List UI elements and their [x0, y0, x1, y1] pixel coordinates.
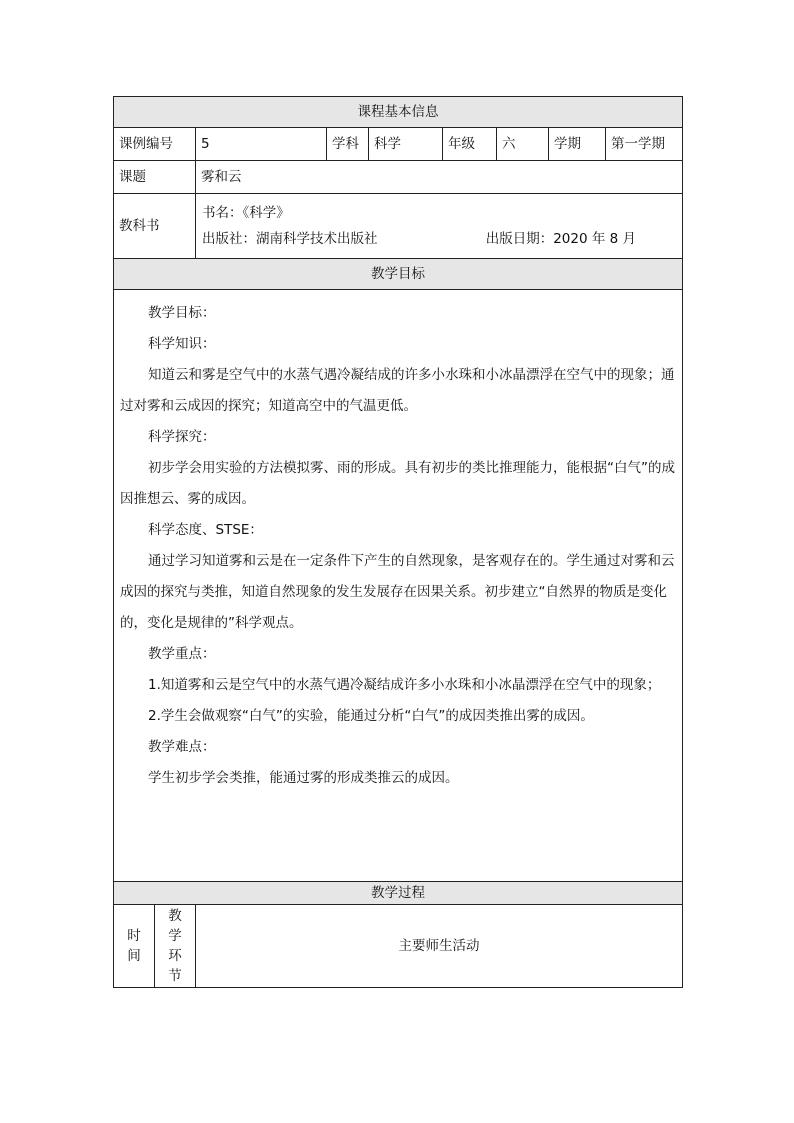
textbook-info: [196, 194, 683, 259]
inquiry-text: 初步学会用实验的方法模拟雾、雨的形成。具有初步的类比推理能力，能根据“白气”的成因推想云、雾的成因。: [120, 460, 675, 507]
basic-info-header: 课程基本信息: [114, 97, 683, 128]
attitude-title: 科学态度、STSE：: [148, 522, 263, 538]
process-col-time: 时间: [114, 905, 155, 988]
publisher: 出版社：湖南科学技术出版社: [202, 231, 378, 247]
book-name: 书名：《科学》: [202, 205, 290, 221]
subject-label: 学科: [327, 128, 369, 161]
key-points-title: 教学重点：: [148, 646, 216, 662]
lesson-no-label: 课例编号: [114, 128, 196, 161]
knowledge-text: 知道云和雾是空气中的水蒸气遇冷凝结成的许多小水珠和小冰晶漂浮在空气中的现象；通过对雾和云成因的探究；知道高空中的气温更低。: [120, 367, 675, 414]
difficulty-text: 学生初步学会类推，能通过雾的形成类推云的成因。: [148, 770, 459, 786]
objectives-content: [114, 290, 683, 882]
attitude-text: 通过学习知道雾和云是在一定条件下产生的自然现象，是客观存在的。学生通过对雾和云成因的探究与类推，知道自然现象的发生发展存在因果关系。初步建立“自然界的物质是变化的，变化是规律的”科学观点。: [120, 553, 675, 631]
term-label: 学期: [549, 128, 606, 161]
term-value: 第一学期: [606, 128, 683, 161]
lesson-plan-table: [113, 96, 683, 988]
topic-label: 课题: [114, 161, 196, 194]
process-col-stage: 教学环节: [155, 905, 196, 988]
key-point-2: 2.学生会做观察“白气”的实验，能通过分析“白气”的成因类推出雾的成因。: [148, 708, 594, 724]
process-header: 教学过程: [114, 882, 683, 905]
knowledge-title: 科学知识：: [148, 336, 216, 352]
lesson-no-value: 5: [196, 128, 327, 161]
grade-label: 年级: [443, 128, 497, 161]
inquiry-title: 科学探究：: [148, 429, 216, 445]
subject-value: 科学: [369, 128, 443, 161]
objectives-intro: 教学目标：: [148, 305, 216, 321]
publication-date: 出版日期：2020 年 8 月: [485, 231, 637, 247]
objectives-header: 教学目标: [114, 259, 683, 290]
topic-value: 雾和云: [196, 161, 683, 194]
grade-value: 六: [497, 128, 549, 161]
key-point-1: 1.知道雾和云是空气中的水蒸气遇冷凝结成许多小水珠和小冰晶漂浮在空气中的现象；: [148, 677, 661, 693]
difficulty-title: 教学难点：: [148, 739, 216, 755]
process-col-activity: 主要师生活动: [196, 905, 683, 988]
textbook-label: 教科书: [114, 194, 196, 259]
